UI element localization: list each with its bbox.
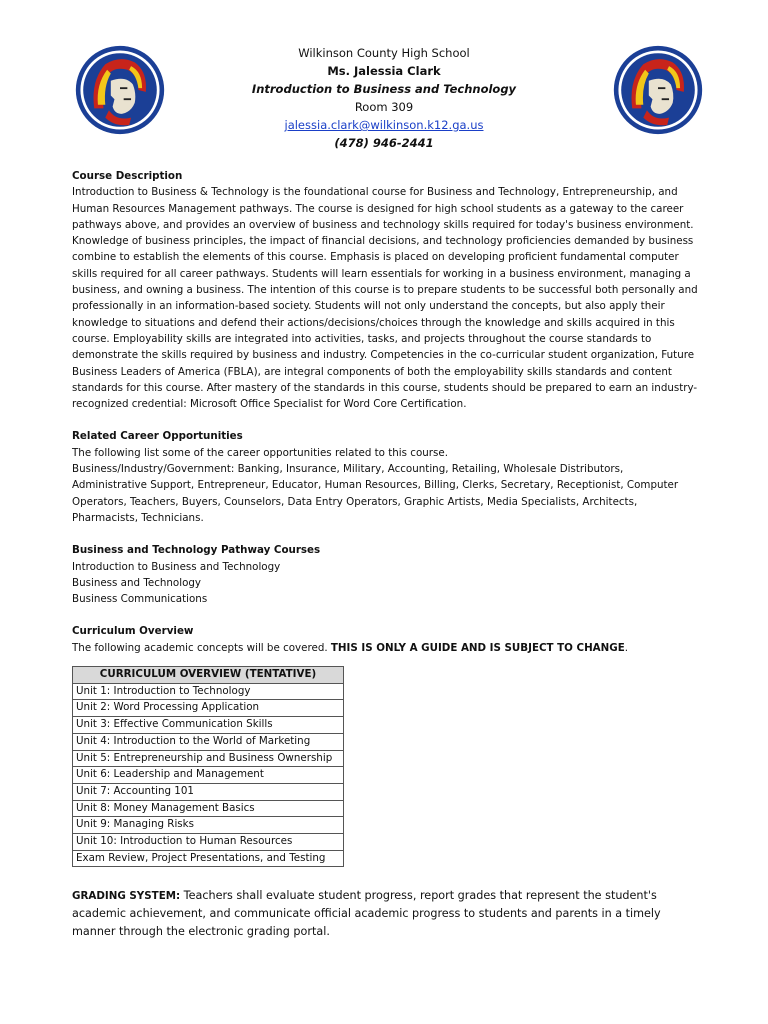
table-row bbox=[73, 817, 344, 834]
course-description-text: Introduction to Business & Technology is the foundational course for Business and Technology, Entrepreneurship, and Human Resources Management pathways. The course is designed for high school students as a gateway to the career pathways above, and provides an overview of business and technology skills required for today's business environment. Knowledge of business principles, the impact of financial decisions, and technology proficiencies demanded by business combine to establish the elements of this course. Emphasis is placed on developing proficient fundamental computer skills required for all career pathways. Students will learn essentials for working in a business environment, managing a business, and owning a business. The intention of this course is to prepare students to be successful both personally and professionally in an information-based society. Students will not only understand the concepts, but also apply their knowledge to situations and defend their actions/decisions/choices through the knowledge and skills acquired in this course. Employability skills are integrated into activities, tasks, and projects throughout the course standards to demonstrate the skills required by business and industry. Competencies in the co-curricular student organization, Future Business Leaders of America (FBLA), are integral components of both the employability skills standards and content standards for this course. After mastery of the standards in this course, students should be prepared to earn an industry-recognized credential: Microsoft Office Specialist for Word Core Certification. bbox=[72, 186, 698, 411]
career-list: Business/Industry/Government: Banking, Insurance, Military, Accounting, Retailing, Wholesale Distributors, Administrative Support, Entrepreneur, Educator, Human Resources, Billing, Clerks, Secretary, Receptionist, Computer Operators, Teachers, Buyers, Counselors, Data Entry Operators, Graphic Artists, Media Specialists, Architects, Pharmacists, Technicians. bbox=[72, 463, 679, 524]
grading-text: Teachers shall evaluate student progress, report grades that represent the student's academic achievement, and communicate official academic progress to students and parents in a timely manner through the electronic grading portal. bbox=[72, 889, 661, 939]
table-cell: Exam Review, Project Presentations, and Testing bbox=[73, 850, 344, 867]
pathway-section bbox=[72, 542, 700, 607]
curriculum-section bbox=[72, 623, 700, 867]
table-row bbox=[73, 683, 344, 700]
course-description-section bbox=[72, 168, 700, 412]
table-row bbox=[73, 717, 344, 734]
table-cell: Unit 1: Introduction to Technology bbox=[73, 683, 344, 700]
table-cell: Unit 6: Leadership and Management bbox=[73, 767, 344, 784]
career-heading: Related Career Opportunities bbox=[72, 430, 243, 443]
curriculum-table-header: CURRICULUM OVERVIEW (TENTATIVE) bbox=[73, 667, 344, 684]
curriculum-disclaimer-end: . bbox=[624, 641, 629, 654]
room-number: Room 309 bbox=[354, 100, 414, 114]
teacher-name: Ms. Jalessia Clark bbox=[327, 64, 441, 78]
table-row bbox=[73, 834, 344, 851]
curriculum-disclaimer: THIS IS ONLY A GUIDE AND IS SUBJECT TO CHANGE bbox=[330, 641, 625, 654]
career-section bbox=[72, 428, 700, 526]
grading-label: GRADING SYSTEM: bbox=[72, 890, 181, 903]
career-intro: The following list some of the career opportunities related to this course. bbox=[72, 446, 448, 459]
teacher-email-link[interactable]: jalessia.clark@wilkinson.k12.ga.us bbox=[284, 118, 484, 132]
table-cell: Unit 2: Word Processing Application bbox=[73, 700, 344, 717]
grading-section bbox=[72, 887, 700, 941]
course-description-heading: Course Description bbox=[72, 170, 183, 182]
course-title: Introduction to Business and Technology bbox=[251, 82, 517, 96]
curriculum-table bbox=[72, 666, 344, 867]
document-header bbox=[170, 44, 598, 152]
table-cell: Unit 3: Effective Communication Skills bbox=[73, 717, 344, 734]
school-name: Wilkinson County High School bbox=[298, 46, 470, 60]
table-row bbox=[73, 700, 344, 717]
table-row bbox=[73, 750, 344, 767]
table-cell: Unit 8: Money Management Basics bbox=[73, 800, 344, 817]
table-row bbox=[73, 800, 344, 817]
chief-mascot-logo-icon bbox=[612, 44, 704, 136]
table-row bbox=[73, 767, 344, 784]
document-body bbox=[72, 168, 700, 941]
table-row bbox=[73, 850, 344, 867]
table-cell: Unit 10: Introduction to Human Resources bbox=[73, 834, 344, 851]
table-row bbox=[73, 783, 344, 800]
table-row bbox=[73, 733, 344, 750]
table-cell: Unit 4: Introduction to the World of Marketing bbox=[73, 733, 344, 750]
pathway-heading: Business and Technology Pathway Courses bbox=[72, 544, 321, 557]
pathway-course: Introduction to Business and Technology bbox=[72, 560, 281, 573]
table-cell: Unit 7: Accounting 101 bbox=[73, 783, 344, 800]
table-cell: Unit 9: Managing Risks bbox=[73, 817, 344, 834]
curriculum-intro: The following academic concepts will be covered. bbox=[72, 641, 328, 654]
pathway-course: Business Communications bbox=[72, 593, 208, 606]
table-cell: Unit 5: Entrepreneurship and Business Ownership bbox=[73, 750, 344, 767]
pathway-course: Business and Technology bbox=[72, 576, 202, 589]
chief-mascot-logo-icon bbox=[74, 44, 166, 136]
curriculum-intro-line bbox=[72, 640, 700, 656]
curriculum-heading: Curriculum Overview bbox=[72, 625, 194, 638]
teacher-phone: (478) 946-2441 bbox=[334, 136, 434, 150]
